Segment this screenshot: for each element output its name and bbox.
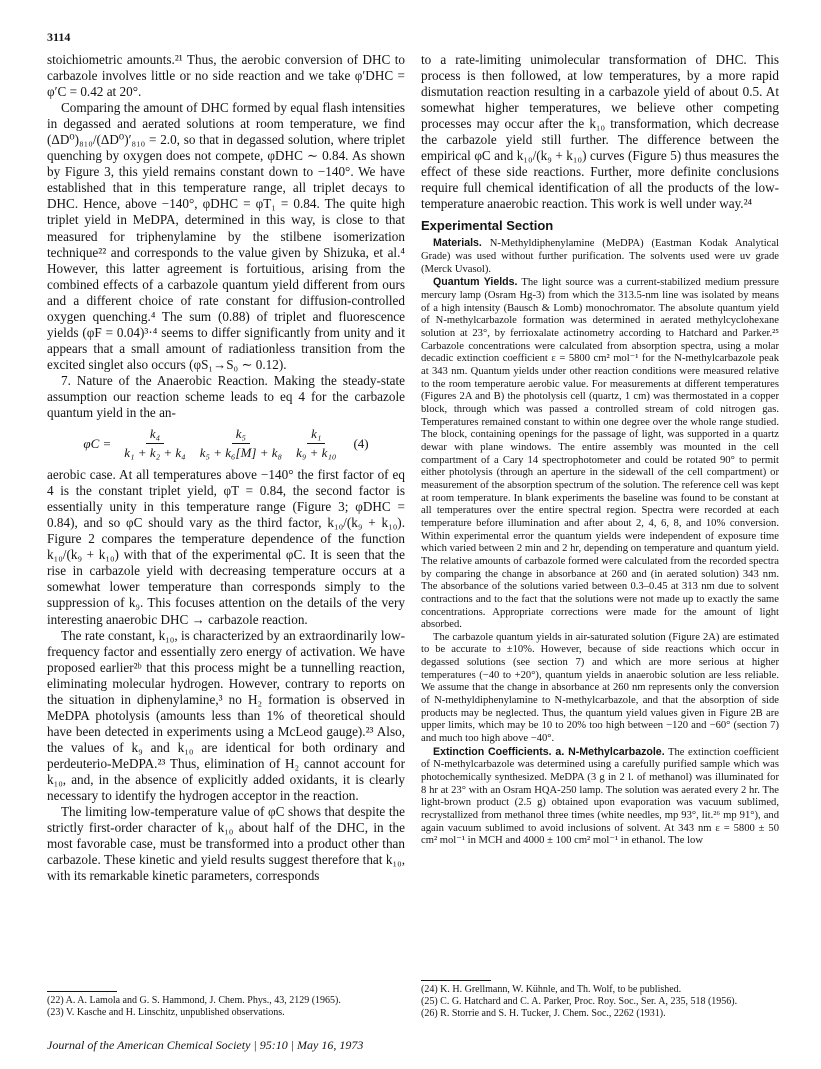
paragraph: The carbazole quantum yields in air-saturated solution (Figure 2A) are estimated to be accurate to ±10%. However, because of side reactions which occur in degassed solutions (see section 7) and which are more serious at higher temperatures (−40 to +20°), quantum yields in anaerobic solution are less reliable. We assume that the change in absorbance at 260 nm represents only the conversion of N-methyldiphenylamine to N-methylcarbazole, and that the absorption of side products may be neglected. Thus, the quantum yield values given in Figure 2B are upper limits, which may be 10 to 20% too high between −120 and −60° (section 7) and much too high above −40°.	[421, 631, 779, 745]
paragraph: Comparing the amount of DHC formed by equal flash intensities in degassed and aerated solutions at room temperature, we find (ΔD⁰)₈₁₀/(ΔD⁰)′₈₁₀ = 2.0, so that in degassed solution, where triplet quenching by oxygen does not compete, φDHC ∼ 0.84. As shown by Figure 3, this yield remains constant down to −140°. We have established that in this temperature range, all triplet decays to DHC. Hence, above −140°, φDHC = φT₁ = 0.84. The quite high triplet yield in MeDPA, determined in this way, is close to that measured for triphenylamine by the stilbene isomerization technique²² and corresponds to the value given by Shizuka, et al.⁴ However, this latter agreement is fortuitious, arising from the combined effects of a carbazole quantum yield different from ours and a different choice of rate constant for diffusion-controlled oxygen quenching.⁴ The sum (0.88) of triplet and fluorescence yields (φF = 0.04)³·⁴ seems to differ significantly from unity and it appears that a small amount of radiationless transition from the excited singlet also occurs (φS₁→S₀ ∼ 0.12).	[47, 100, 405, 372]
paragraph: aerobic case. At all temperatures above −140° the first factor of eq 4 is the constant triplet yield, φT = 0.84, the second factor is essentially unity in this temperature range (Figure 3; φDHC = 0.84), and so φC should vary as the third factor, k₁₀/(k₉ + k₁₀). Figure 2 compares the temperature dependence of the function k₁₀/(k₉ + k₁₀) with that of the experimental φC. It is seen that the rise in carbazole yield with decreasing temperature occurs at a somewhat lower temperature than corresponds simply to the suppression of k₉. This focuses attention on the details of the very interesting anaerobic DHC → carbazole reaction.	[47, 467, 405, 627]
materials-paragraph	[421, 237, 779, 276]
equation-4	[47, 426, 405, 461]
footnote-rule	[47, 991, 117, 992]
right-column	[421, 52, 779, 848]
equation-numerator: k₄	[146, 426, 164, 444]
materials-text: N-Methyldiphenylamine (MeDPA) (Eastman Kodak Analytical Grade) was used without further purification. The solvents used were uv grade (Merck Uvasol).	[421, 238, 779, 275]
right-footnotes	[421, 984, 779, 1020]
paragraph: 7. Nature of the Anaerobic Reaction. Making the steady-state assumption our reaction scheme leads to eq 4 for the carbazole quantum yield in the an-	[47, 372, 405, 421]
extinction-paragraph	[421, 746, 779, 848]
run-in-heading: Materials.	[433, 237, 482, 250]
equation-numerator: k₅	[232, 426, 250, 444]
equation-fraction-3	[292, 426, 340, 461]
paragraph: The limiting low-temperature value of φC shows that despite the strictly first-order character of k₁₀ about half of the DHC, in the most favorable case, must be transformed into a product other than carbazole. These kinetic and yield results suggest therefore that k₁₀, with its remarkable kinetic parameters, corresponds	[47, 804, 405, 884]
paragraph: stoichiometric amounts.²¹ Thus, the aerobic conversion of DHC to carbazole involves little or no side reaction and we take φ′DHC = φ′C = 0.42 at 20°.	[47, 52, 405, 100]
extinction-text: The extinction coefficient of N-methylcarbazole was determined using a carefully purified sample which was photochemically synthesized. MeDPA (3 g in 2 l. of methanol) was illuminated for 8 hr at 23° with an Osram HQA-250 lamp. The solution was aerated every 2 hr. The light-brown product (2.5 g) obtained upon evaporation was vacuum sublimed, recrystallized from methanol three times (white needles, mp 93°, lit.²⁶ mp 91°), and again vacuum sublimed to avoid inclusions of solvent. At 343 nm ε = 5800 ± 50 cm² mol⁻¹ in MCH and 4000 ± 100 cm² mol⁻¹ in ethanol. The low	[421, 746, 779, 847]
footnote: (25) C. G. Hatchard and C. A. Parker, Proc. Roy. Soc., Ser. A, 235, 518 (1956).	[421, 996, 738, 1007]
equation-denominator: k₁ + k₂ + k₄	[124, 445, 186, 461]
run-in-heading: Quantum Yields.	[433, 276, 518, 289]
page-number: 3114	[47, 30, 71, 44]
footnote: (23) V. Kasche and H. Linschitz, unpublished observations.	[47, 1007, 285, 1018]
quantum-yields-text: The light source was a current-stabilized medium pressure mercury lamp (Osram Hg-3) from which the 313.5-nm line was isolated by means of a high intensity (Bausch & Lomb) monochromator. The absolute quantum yield of N-methylcarbazole formation was determined in aerated methylcyclohexane solution at 23°, by ferrioxalate actinometry according to Hatchard and Parker.²⁵ Carbazole concentrations were calculated from absorption spectra, using a molar decadic extinction coefficient ε = 5800 cm² mol⁻¹ for the N-methylcarbazole peak at 343 nm. Quantum yields under other reaction conditions were measured relative to the room temperature aerobic value. For measurements at different temperatures (Figures 2A and B) the photolysis cell (quartz, 1 cm) was thermostated in a copper block, through which was passed a controlled stream of cold nitrogen gas. Temperatures remained constant to within one degree over the whole range studied. The block, containing openings for the passage of light, was supported in a quartz dewar with plane windows. The entire assembly was mounted in the cell compartment of a Cary 14 spectrophotometer and could be rotated 90° to permit either photolysis (through an aperture in the sidewall of the cell compartment) or measurement of the absorption spectrum of the solution. The reference cell was kept at room temperature. In blank experiments the baseline was found to be constant at all temperatures over the entire spectral region. Spectra were recorded at each temperature before illumination and after about 2, 4, 6, 8, and 10% conversion. Within experimental error the quantum yields were independent of exposure time which varied between 2 min and 2 hr, depending on temperature and quantum yield. The relative amounts of carbazole formed were calculated from the recorded spectra by comparing the change in absorbance at 260 and (in aerated solution) 343 nm. The absorbance of the solutions varied between 0.3–0.45 at 313 nm due to solvent contractions and to the fact that the solutions were not made up to exactly the same concentrations. Appropriate corrections were made for the amount of light absorbed.	[421, 277, 779, 631]
quantum-yields-paragraph	[421, 276, 779, 631]
footnote: (24) K. H. Grellmann, W. Kühnle, and Th. Wolf, to be published.	[421, 984, 682, 995]
footnote-rule	[421, 980, 491, 981]
equation-denominator: k₉ + k₁₀	[296, 445, 337, 461]
paragraph: The rate constant, k₁₀, is characterized by an extraordinarily low-frequency factor and essentially zero energy of activation. We have proposed earlier²ᵇ that this process might be a tunnelling reaction, eliminating molecular hydrogen. However, contrary to reports on the situation in diphenylamine,³ no H₂ formation is observed in MeDPA photolysis (amounts less than 1% of theoretical should have been detected in experiments using a McLeod gauge).²³ Also, the values of k₉ and k₁₀ are identical for both ordinary and perdeuterio-MeDPA.²³ Thus, elimination of H₂ cannot account for k₁₀, and, in the absence of explicitly added oxidants, it is clearly necessary to identify the hydrogen acceptor in the reaction.	[47, 627, 405, 804]
left-column	[47, 52, 405, 884]
equation-lhs: φC =	[83, 435, 112, 451]
equation-fraction-2	[196, 426, 286, 461]
equation-numerator: k₁	[307, 426, 325, 444]
run-in-heading: Extinction Coefficients. a. N-Methylcarbazole.	[433, 745, 665, 758]
equation-denominator: k₅ + k₆[M] + k₈	[199, 445, 283, 461]
section-title: Experimental Section	[421, 218, 554, 234]
equation-number: (4)	[353, 435, 369, 451]
equation-fraction-1	[120, 426, 189, 461]
paragraph: to a rate-limiting unimolecular transformation of DHC. This process is then followed, at low temperatures, by a more rapid dismutation reaction resulting in a carbazole yield of about 0.5. At somewhat higher temperatures, we believe other competing processes may occur after the k₁₀ transformation, which decrease the carbazole yield still further. The difference between the empirical φC and k₁₀/(k₉ + k₁₀) curves (Figure 5) thus measures the effect of these side reactions. Further, more definite conclusions require full chemical identification of all the products of the low-temperature anaerobic reaction. This work is well under way.²⁴	[421, 52, 779, 212]
footnote: (26) R. Storrie and S. H. Tucker, J. Chem. Soc., 2262 (1931).	[421, 1008, 666, 1019]
left-footnotes	[47, 995, 405, 1019]
journal-footer: Journal of the American Chemical Society | 95:10 | May 16, 1973	[47, 1038, 364, 1052]
footnote: (22) A. A. Lamola and G. S. Hammond, J. Chem. Phys., 43, 2129 (1965).	[47, 995, 341, 1006]
